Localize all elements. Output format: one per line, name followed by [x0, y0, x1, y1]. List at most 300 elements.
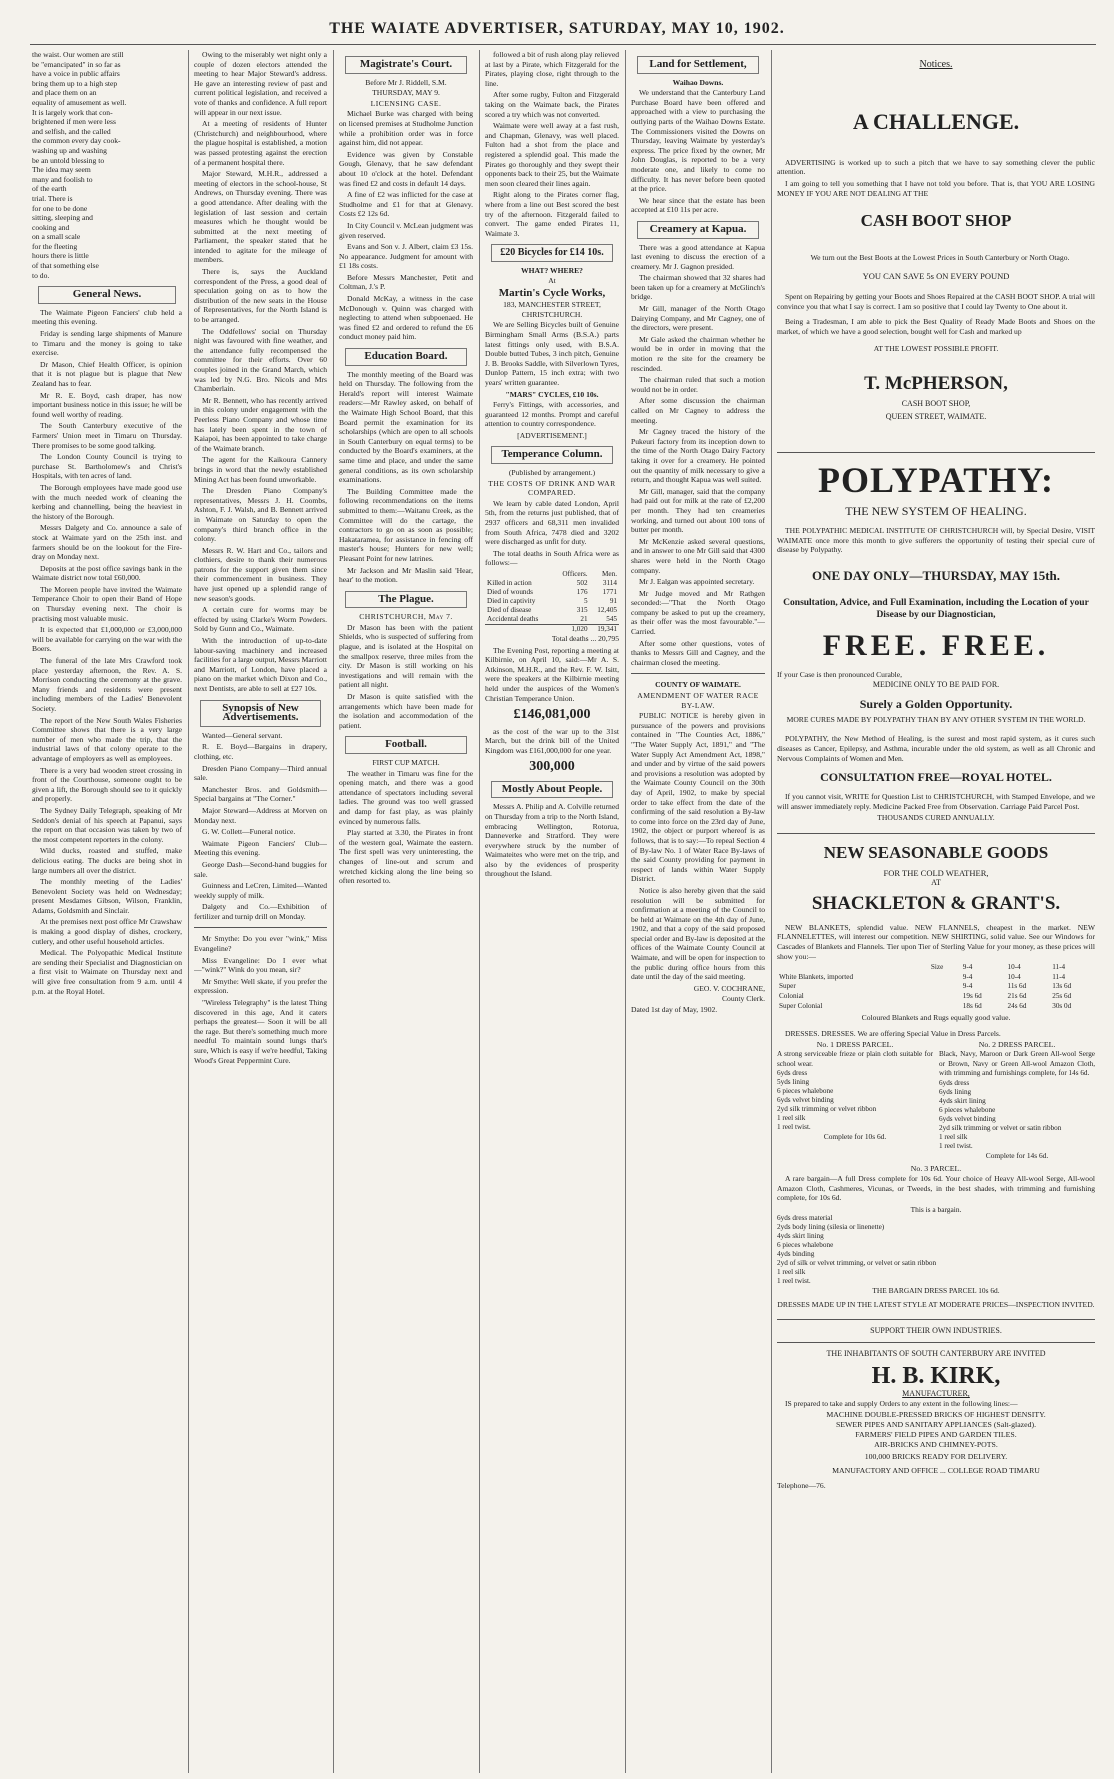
news-paragraph: It is expected that £1,000,000 or £3,000,000 will be available for carrying on the war with the Boers.	[32, 625, 182, 654]
people-paragraph: Messrs A. Philip and A. Colville returned on Thursday from a trip to the North Island, embracing Wellington, Rotorua, Danneverke and Stratford. They were everywhere struck by the number of Waimateites who were met on the trip, and also by the evidences of prosperity throughout the Island.	[485, 802, 619, 879]
text-line: hours there is little	[32, 251, 89, 261]
bicycles-shop: Martin's Cycle Works,	[498, 287, 606, 300]
table-row	[485, 597, 619, 606]
parcel-item: 6yds lining	[939, 1087, 972, 1096]
mostly-body	[485, 802, 619, 879]
table-cell: 176	[576, 588, 588, 596]
magistrate-court-heading: Magistrate's Court.	[345, 56, 467, 74]
bootmaker-text: Being a Tradesman, I am able to pick the Best Quality of Ready Made Boots and Shoes on the market, of which we have a good selection, bought well for Cash and marked up	[777, 317, 1095, 336]
price-cell: White Blankets, imported	[779, 972, 854, 981]
column-divider	[625, 50, 626, 1773]
parcel-item: 1 reel twist.	[777, 1123, 811, 1132]
parcel-1-heading: No. 1 DRESS PARCEL.	[816, 1040, 894, 1050]
parcel-item: 6 pieces whalebone	[939, 1105, 996, 1114]
parcel-item: 1 reel twist.	[939, 1141, 973, 1150]
football-paragraph: Right along to the Pirates corner flag, where from a line out Best scored the best try of the afternoon. Fitzgerald failed to convert. The game ended Pirates 11, Waimate 3.	[485, 190, 619, 238]
table-cell: 5	[583, 597, 588, 605]
news-paragraph: The funeral of the late Mrs Crawford took place yesterday afternoon, the Rev. A. S. Morrison conducting the ceremony at the grave. Many friends and residents were present including members of the Ladies' Benevolent Society.	[32, 656, 182, 713]
jokes-text	[194, 934, 327, 1065]
text-line: of that something else	[32, 261, 99, 271]
text-line: brightened if men were less	[32, 117, 116, 127]
price-row	[777, 992, 1095, 1002]
football-paragraph: Play started at 3.30, the Pirates in front of the western goal, Waimate the eastern. The first spell was very uninteresting, the changes of line-out and scrum and wretched kicking along the line being so often resorted to.	[339, 828, 473, 886]
parcel-item: 4yds skirt lining	[777, 1232, 824, 1241]
synopsis-item: Wanted—General servant.	[202, 730, 283, 740]
text-line: The idea may seem	[32, 165, 91, 175]
temperance-body-2	[485, 727, 619, 756]
mostly-about-people-heading: Mostly About People.	[491, 781, 613, 799]
parcel-1-items	[777, 1069, 933, 1132]
kirk-text: IS prepared to take and supply Orders to any extent in the following lines:—	[785, 1398, 1018, 1408]
parcel-item: 6yds velvet binding	[777, 1096, 834, 1105]
parcel-item: 4yds skirt lining	[939, 1096, 986, 1105]
table-cell: Died in captivity	[487, 597, 536, 605]
news-paragraph: Medical. The Polyopathic Medical Institute are sending their Specialist and Diagnostician on a first visit to Waimate on Thursday next and will give free consultation from 9 a.m. until 4 p.m. at the Royal Hotel.	[32, 948, 182, 996]
price-cell: 25s 6d	[1052, 991, 1072, 1000]
text-line: the common every day cook-	[32, 136, 121, 146]
deaths-table	[485, 570, 619, 634]
court-paragraph: Donald McKay, a witness in the case McDonough v. Quinn was charged with neglecting to attend when subpoenaed. He was fined £2 and ordered to refund the £6 conduct money paid him.	[339, 294, 473, 342]
court-paragraph: Evidence was given by Constable Gough, Glenavy, that he saw defendant about 10 o'clock at the hotel. Defendant was fined £2 and costs in default 14 days.	[339, 149, 473, 188]
synopsis-list	[194, 731, 327, 922]
proprietor-line-2: CASH BOOT SHOP,	[901, 398, 971, 408]
creamery-paragraph: Mr Gale asked the chairman whether he would be in order in moving that the motion re the site for the creamery be rescinded.	[631, 334, 765, 373]
table-header-cell: Men.	[602, 570, 617, 578]
column-divider	[333, 50, 334, 1773]
table-cell: Killed in action	[487, 579, 532, 587]
text-line: many and foolish to	[32, 174, 93, 184]
text-line: for the fleeting	[32, 241, 78, 251]
bicycles-body: We are Selling Bicycles built of Genuine Birmingham Small Arms (B.S.A.) parts latest fittings only used, with B.S.A. Double butted Tubes, 3 inch pitch, Genuine J. B. Brooks Saddle, with Silverlown Tyres, Dunlop Pattern, 15 inch extra; with two years' written guarantee.	[485, 320, 619, 387]
table-cell: Died of disease	[487, 606, 532, 614]
table-cell: 3114	[602, 579, 617, 587]
parcel-grid	[777, 1040, 1095, 1160]
consultation-text: Consultation, Advice, and Full Examination, including the Location of your Disease by our Diagnostician,	[783, 598, 1089, 621]
news-paragraph: Major Steward, M.H.R., addressed a meeting of electors in the school-house, St Andrews, on Thursday evening. There was a good attendance. After dealing with the legislation of last session and certain measures which he thought would be submitted at the next meeting of Parliament, the speaker stated that he intended to agitate for the mileage of members.	[194, 169, 327, 265]
plague-paragraph: Dr Mason has been with the patient Shields, who is suspected of suffering from plague, and is isolated at the Hospital on the smallpox reserve, three miles from the city. Dr Mason is still working on his investigations and will remain with the patient all night.	[339, 622, 473, 690]
more-cures: MORE CURES MADE BY POLYPATHY THAN BY ANY OTHER SYSTEM IN THE WORLD.	[786, 714, 1086, 724]
parcel-item: 2yd of silk or velvet trimming, or velvet or satin ribbon	[777, 1259, 937, 1268]
text-line: to do.	[32, 270, 50, 280]
kirk-item: AIR-BRICKS AND CHIMNEY-POTS.	[874, 1440, 998, 1450]
county-paragraph: PUBLIC NOTICE is hereby given in pursuance of the powers and provisions contained in "The Counties Act, 1886," "The Water Supply Act, 1891," and "The Water Supply Act Amendment Act, 1898," and under and by virtue of the said powers and provisions a resolution was adopted by the Waimate County Council on the 30th day of April, 1902, to make by special order to take effect from the date of the confirming of the said resolution a By-law to come into force on the 23rd day of June, 1902, the object or purport whereof is as follows, that is to say:—To repeal Section 4 of By-law No. 1 of Water Race By-laws of the said County providing for payment in respect of lands within Water Supply District.	[631, 711, 765, 884]
divider-line	[631, 673, 765, 674]
education-paragraph: Mr Jackson and Mr Maslin said 'Hear, hear' to the motion.	[339, 565, 473, 585]
synopsis-heading: Synopsis of New Advertisements.	[200, 700, 321, 727]
news-paragraph: At a meeting of residents of Hunter (Christchurch) and neighbourhood, where the plague hospital is established, a motion was passed protesting against the erection of a permanent hospital there.	[194, 119, 327, 167]
ad-divider	[777, 1342, 1095, 1343]
education-paragraph: The Building Committee made the following recommendations on the items submitted to them:—Waitanu Creek, as the Committee will do the cartage, the contractors to go on as soon as possible; Hakataramea, for assistance in fencing off master's house; Hunters for new well; Pleasant Point for new latrines.	[339, 486, 473, 563]
football-sub: FIRST CUP MATCH.	[372, 758, 440, 767]
text-line: be "emancipated" in so far as	[32, 59, 121, 69]
table-cell: 1771	[602, 588, 617, 596]
creamery-paragraph: Mr Gill, manager, said that the company had paid out for milk at the rate of £2,200 per month. They had ten creameries working, and turned out about 100 tons of butter per month.	[631, 486, 765, 535]
football-paragraph: followed a bit of rush along play relieved at last by a Pirate, which Fitzgerald for the Pirates, playing close, right through to the line.	[485, 50, 619, 88]
synopsis-item: George Dash—Second-hand buggies for sale.	[194, 859, 327, 879]
price-row	[777, 973, 1095, 983]
table-header-cell: Officers.	[562, 570, 588, 578]
court-paragraph: A fine of £2 was inflicted for the case at Studholme and £1 for that at Glenavy. Costs £2 12s 6d.	[339, 190, 473, 219]
boot-text: We turn out the Best Boots at the Lowest Prices in South Canterbury or North Otago.	[810, 252, 1070, 262]
lowest-price: AT THE LOWEST POSSIBLE PROFIT.	[873, 344, 999, 354]
text-line: equality of amusement as well.	[32, 97, 127, 107]
football-paragraph: After some rugby, Fulton and Fitzgerald taking on the Waimate back, the Pirates scored a try which was not converted.	[485, 90, 619, 119]
intro-text	[32, 50, 182, 280]
parcel-3-sub: This is a bargain.	[910, 1204, 962, 1214]
table-cell: 21	[580, 615, 588, 623]
temperance-paragraph: The Evening Post, reporting a meeting at Kilbirnie, on April 10, said:—Mr A. S. Atkinson, M.H.R., and the Rev. F. W. Isitt, were the speakers at the Kilbirnie meeting held under the auspices of the Women's Christian Temperance Union.	[485, 645, 619, 703]
price-cell: 19s 6d	[962, 991, 982, 1000]
news-paragraph: Dr Mason, Chief Health Officer, is opinion that it is not plague but is plague that New Zealand has to fear.	[32, 359, 182, 388]
table-cell: 545	[606, 615, 617, 623]
parcel-item: 1 reel silk	[777, 1114, 806, 1123]
shackleton-grant: SHACKLETON & GRANT'S.	[811, 892, 1061, 914]
challenge-text-2: I am going to tell you something that I have not told you before. That is, that YOU ARE LOSING MONEY IF YOU ARE NOT DEALING AT THE	[777, 178, 1095, 198]
education-board-heading: Education Board.	[345, 348, 467, 366]
news-paragraph: With the introduction of up-to-date labour-saving machinery and increased facilities for a large output, Messrs Marriott and Marriott, of London, have placed a piano on the market which Dixon and Co., next Dentists, are able to sell at £27 10s.	[194, 636, 327, 693]
price-cell	[929, 982, 961, 992]
divider-line	[194, 927, 327, 928]
manufactory-line: MANUFACTORY AND OFFICE ... COLLEGE ROAD TIMARU	[832, 1465, 1040, 1475]
synopsis-item: Manchester Bros. and Goldsmith—Special bargains at "The Corner."	[194, 784, 327, 804]
table-cell: 91	[609, 597, 617, 605]
write-text: If you cannot visit, WRITE for Question List to CHRISTCHURCH, with Stamped Envelope, and we will answer immediately reply. Medicine Packed Free from Observation. Carriage Paid Parcel Post.	[777, 792, 1095, 811]
parcel-item: 6 pieces whalebone	[777, 1241, 834, 1250]
plague-body	[339, 623, 473, 731]
creamery-paragraph: Mr McKenzie asked several questions, and in answer to one Mr Gill said that 4300 shares were held in the North Otago company.	[631, 536, 765, 575]
kirk-ready: 100,000 BRICKS READY FOR DELIVERY.	[864, 1452, 1008, 1462]
text-line: cooking and	[32, 222, 70, 232]
synopsis-item: Waimate Pigeon Fanciers' Club—Meeting this evening.	[194, 838, 327, 858]
price-row	[777, 1002, 1095, 1012]
joke-paragraph: "Wireless Telegraphy" is the latest Thing discovered in this age, And it caters perhaps the greatest— Soon it will be all the rage. But there's something much more needful To maintain sound lungs that's sure, Which is easy if we're heedful, Taking Wood's Great Peppermint Cure.	[194, 998, 327, 1065]
parcel-1	[777, 1040, 933, 1160]
news-paragraph: Mr R. E. Boyd, cash draper, has now important business notice in this issue; he will be found well worthy of reading.	[32, 390, 182, 419]
county-body	[631, 711, 765, 982]
creamery-paragraph: There was a good attendance at Kapua last evening to discuss the erection of a creamery. Mr J. Gagnon presided.	[631, 242, 765, 271]
seasonable-goods: NEW SEASONABLE GOODS	[823, 843, 1049, 863]
court-paragraph: Evans and Son v. J. Albert, claim £3 15s. No appearance. Judgment for amount with £1 18s costs.	[339, 242, 473, 271]
text-line: on a small scale	[32, 232, 81, 242]
column-divider	[188, 50, 189, 1773]
land-body	[631, 88, 765, 215]
text-line: It is largely work that con-	[32, 107, 113, 117]
county-dated: Dated 1st day of May, 1902.	[631, 1005, 718, 1015]
news-paragraph: The Sydney Daily Telegraph, speaking of Mr Seddon's denial of his speech at Papanui, says the report on that occasion was taken by two of the most competent reporters in the colony.	[32, 805, 182, 844]
table-total-cell	[485, 625, 553, 635]
repair-text: Spent on Repairing by getting your Boots and Shoes Repaired at the CASH BOOT SHOP. A trial will convince you that what I say is correct. I am so positive that I could lay Twenty to One about it.	[777, 292, 1095, 311]
football-continued	[485, 50, 619, 238]
synopsis-item: R. E. Boyd—Bargains in drapery, clothing, etc.	[194, 742, 327, 761]
parcel-item: 6yds dress	[939, 1078, 970, 1087]
parcel-3-intro: A rare bargain—A full Dress complete for 10s 6d. Your choice of Heavy All-wool Serge, All-wool Amazon Cloth, Cashmeres, Vicunas, or Tweeds, in the best shades, with trimming and furnishing complete, for 10s 6d.	[777, 1173, 1095, 1203]
price-row	[777, 982, 1095, 992]
price-cell: 30s 0d	[1052, 1001, 1072, 1010]
news-paragraph: A certain cure for worms may be effected by using Clarke's Worm Powders. Sold by Gunn and Co., Waimate.	[194, 605, 327, 634]
text-line: trial. There is	[32, 193, 73, 203]
parcel-item: 2yd silk trimming or velvet ribbon	[777, 1105, 877, 1114]
price-header-cell	[777, 963, 929, 973]
text-line: bring them up to a high step	[32, 78, 118, 88]
news-paragraph: The Borough employees have made good use with the much needed work of cleaning the kerbing and channelling, being the heaviest in the history of the Borough.	[32, 482, 182, 521]
news-paragraph: The Dresden Piano Company's representatives, Messrs J. H. Coombs, Ashton, F. J. Walsh, and B. Bennett arrived in Waimate on Saturday to open the company's third branch office in the colony.	[194, 486, 327, 544]
column-4	[485, 50, 619, 1773]
parcel-item: 2yds body lining (silesia or linenette)	[777, 1223, 885, 1232]
text-line: the waist. Our women are still	[32, 50, 124, 59]
text-line: have a voice in public affairs	[32, 69, 120, 79]
parcel-3-heading: No. 3 PARCEL.	[910, 1164, 962, 1174]
mars-cycles: "MARS" CYCLES, £10 10s.	[505, 389, 599, 399]
news-paragraph: Owing to the miserably wet night only a couple of dozen electors attended the meeting to hear Major Steward's address. He gave an interesting review of past and current political legislation, and received a vote of thanks and confidence. A full report will appear in our next issue.	[194, 50, 327, 117]
golden-opportunity: Surely a Golden Opportunity.	[859, 696, 1013, 711]
land-paragraph: We hear since that the estate has been accepted at £10 11s per acre.	[631, 195, 765, 215]
medicine-line: MEDICINE ONLY TO BE PAID FOR.	[872, 679, 1000, 689]
land-paragraph: We understand that the Canterbury Land Purchase Board have been offered and approached with a view to purchasing the outlying parts of the Waihao Downs Estate. The Commissioners visited the Downs on Thursday, leaving Waimate by yesterday's express. The price fixed by the owner, Mr John Douglas, is reported to be a very moderate one, and likely to come no difficulty. It has never before been quoted at the price.	[631, 88, 765, 194]
polypathy-text: THE POLYPATHIC MEDICAL INSTITUTE OF CHRISTCHURCH will, by Special Desire, VISIT WAIMATE once more this month to give sufferers the opportunity of testing their special cure of disease by Polypathy.	[777, 526, 1095, 555]
price-cell: 11-4	[1052, 972, 1066, 981]
parcel-item: 5yds lining	[777, 1078, 810, 1087]
parcel-item: 1 reel twist.	[777, 1277, 811, 1286]
price-cell: Super Colonial	[779, 1001, 823, 1010]
column-1	[32, 50, 182, 1773]
parcel-item: 2yd silk trimming or velvet or satin ribbon	[939, 1123, 1062, 1132]
text-line: for one to be done	[32, 203, 88, 213]
table-row	[485, 579, 619, 588]
price-cell: 11s 6d	[1007, 982, 1027, 991]
creamery-paragraph: Mr Cagney traced the history of the Pukeuri factory from its inception down to the time of the North Otago Dairy Factory taking it over for a creamery. He pointed out the quantity of milk necessary to give a return, and thought Kapua was well suited.	[631, 427, 765, 485]
news-paragraph: The Moreen people have invited the Waimate Temperance Choir to open their Band of Hope on Thursday evening next. The choir is practising most valuable music.	[32, 584, 182, 623]
bicycles-sub: WHAT? WHERE?	[521, 265, 583, 275]
blankets-text: NEW BLANKETS, splendid value. NEW FLANNELS, cheapest in the market. NEW FLANNELETTES, will interest our competition. NEW SHIRTING, solid value. See our Windows for Cascades of Blankets and Flannels. Tier upon Tier of Sterling Value for your money, as these prices will show you:—	[777, 922, 1095, 961]
parcel-item: 6yds velvet binding	[939, 1114, 996, 1123]
notices-heading: Notices.	[919, 59, 953, 70]
price-note: Coloured Blankets and Rugs equally good value.	[861, 1013, 1011, 1023]
table-header	[485, 570, 619, 579]
parcel-2-price: Complete for 14s 6d.	[985, 1150, 1049, 1160]
temperance-intro: We learn by cable dated London, April 5th, from the returns just published, that of 2937 officers and 68,311 men invalided from South Africa, 7478 died and 3202 were discharged as unfit for duty.	[485, 498, 619, 547]
county-heading: COUNTY OF WAIMATE.	[655, 680, 741, 690]
table-cell: 502	[576, 579, 588, 587]
news-paragraph: The agent for the Kaikoura Cannery brings in word that the newly established Mining Act has been found unworkable.	[194, 455, 327, 484]
county-paragraph: Notice is also hereby given that the said resolution will be submitted for confirmation at a meeting of the Council to be held at Waimate on the 4th day of June, 1902, and that a copy of the said proposed special order and By-law is deposited at the offices of the Waimate County Council at Waimate, and will be open for inspection to the public during office hours from this date until the day of the said meeting.	[631, 885, 765, 982]
price-cell	[929, 973, 961, 983]
synopsis-item: Dalgety and Co.—Exhibition of fertilizer and turnip drill on Monday.	[194, 902, 327, 921]
price-cell: 13s 6d	[1052, 982, 1072, 991]
creamery-heading: Creamery at Kapua.	[637, 221, 759, 239]
parcel-2-intro: Black, Navy, Maroon or Dark Green All-wool Serge or Brown, Navy or Green All-wool Amazon Cloth, with trimming and furnishings complete, for 14s 6d.	[939, 1049, 1095, 1078]
creamery-paragraph: Mr Judge moved and Mr Rathgen seconded:—"That the North Otago company be asked to put up the creamery, as their offer was the most favourable."—Carried.	[631, 588, 765, 637]
news-paragraph: Mr R. Bennett, who has recently arrived in this colony under engagement with the Peerless Piano Company and whose time has lately been spent in the town of Kaiapoi, has been appointed to take charge of the Waimate branch.	[194, 395, 327, 453]
football-heading: Football.	[345, 736, 467, 754]
education-body	[339, 370, 473, 585]
text-line: of the earth	[32, 184, 67, 194]
court-sub: Before Mr J. Riddell, S.M.	[365, 77, 447, 87]
court-date: THURSDAY, MAY 9.	[372, 88, 440, 98]
synopsis-item: G. W. Collett—Funeral notice.	[202, 827, 296, 837]
football-body	[339, 769, 473, 886]
creamery-paragraph: Mr Gill, manager of the North Otago Dairying Company, and Mr Cagney, one of the directors, were present.	[631, 304, 765, 333]
death-figure: 300,000	[529, 759, 575, 775]
curable-line: If your Case is then pronounced Curable,	[777, 670, 903, 680]
price-cell: 9-4	[962, 972, 973, 981]
bicycles-tail: Ferry's Fittings, with accessories, and guaranteed 12 months. Prompt and careful attention to country correspondence.	[485, 400, 619, 429]
challenge-heading: A CHALLENGE.	[852, 108, 1020, 134]
parcel-item: 1 reel silk	[939, 1132, 968, 1141]
text-line: be an untold blessing to	[32, 155, 105, 165]
war-cost-figure: £146,081,000	[513, 707, 591, 723]
price-cell	[929, 1002, 961, 1012]
price-cell: 10-4	[1007, 972, 1021, 981]
table-header-cell	[485, 570, 553, 579]
table-cell: 12,405	[597, 606, 617, 614]
save-line: YOU CAN SAVE 5s ON EVERY POUND	[862, 271, 1010, 282]
kirk-items	[777, 1410, 1095, 1450]
inhabitants-line: THE INHABITANTS OF SOUTH CANTERBURY ARE INVITED	[826, 1349, 1046, 1359]
blanket-price-table	[777, 963, 1095, 1011]
general-news-heading: General News.	[38, 286, 176, 304]
football-paragraph: Waimate were well away at a fast rush, and Chapman, Glenavy, was well placed. Fulton had a shot from the place and registered a splendid goal. This made the Pirates go thoroughly and they swept their opponents back to their 25, but the Waimate men soon cleared their lines again.	[485, 121, 619, 188]
text-line: washing up and washing	[32, 145, 107, 155]
price-header-row	[777, 963, 1095, 973]
joke-paragraph: Mr Smythe: Well skate, if you prefer the expression.	[194, 976, 327, 996]
creamery-paragraph: The chairman ruled that such a motion would not be in order.	[631, 375, 765, 394]
made-up-line: DRESSES MADE UP IN THE LATEST STYLE AT MODERATE PRICES—INSPECTION INVITED.	[777, 1299, 1095, 1309]
parcel-1-intro: A strong serviceable frieze or plain cloth suitable for school wear.	[777, 1049, 933, 1068]
news-paragraph: Messrs Dalgety and Co. announce a sale of stock at Waimate yard on the 25th inst. and farmers should be on the lookout for the Fire-dray on Monday next.	[32, 523, 182, 562]
cash-boot-shop: CASH BOOT SHOP	[860, 211, 1012, 231]
parcel-2	[939, 1040, 1095, 1160]
kirk-item: FARMERS' FIELD PIPES AND GARDEN TILES.	[855, 1430, 1017, 1440]
text-line: sitting, sleeping and	[32, 213, 93, 223]
news-paragraph: There is a very bad wooden street crossing in front of the Courthouse, someone ought to be given a lift, the Borough should see to it quickly and properly.	[32, 765, 182, 804]
creamery-paragraph: Mr J. Ealgan was appointed secretary.	[639, 577, 755, 587]
parcel-2-heading: No. 2 DRESS PARCEL.	[978, 1040, 1056, 1050]
total-deaths: Total deaths ... 20,795	[551, 634, 619, 643]
parcel-1-price: Complete for 10s 6d.	[823, 1132, 887, 1142]
one-day-only: ONE DAY ONLY—THURSDAY, MAY 15th.	[811, 568, 1061, 584]
temperance-paragraph: as the cost of the war up to the 31st March, but the drink bill of the United Kingdom was £161,000,000 for one year.	[485, 726, 619, 755]
table-row	[485, 606, 619, 615]
kirk-name: H. B. KIRK,	[871, 1362, 1001, 1389]
land-sub: Waihao Downs.	[672, 77, 724, 87]
polypathy-sub: THE NEW SYSTEM OF HEALING.	[845, 503, 1027, 518]
bicycles-at: At	[548, 276, 556, 286]
joke-paragraph: Mr Smythe: Do you ever "wink," Miss Evangeline?	[194, 934, 327, 954]
news-paragraph: Friday is sending large shipments of Manure to Timaru and the money is going to take exercise.	[32, 329, 182, 358]
table-total-cell: 19,341	[590, 625, 619, 635]
price-header-cell: 10-4	[1007, 963, 1021, 972]
price-cell: 24s 6d	[1007, 1001, 1027, 1010]
parcel-item: 6yds dress material	[777, 1214, 833, 1223]
column-divider	[771, 50, 772, 1773]
ad-divider	[777, 1319, 1095, 1320]
parcel-item: 6 pieces whalebone	[777, 1087, 834, 1096]
cold-weather: FOR THE COLD WEATHER,	[883, 867, 989, 878]
column-2	[194, 50, 327, 1773]
news-paragraph: The South Canterbury executive of the Farmers' Union meet in Timaru on Thursday. There promises to be some good talking.	[32, 421, 182, 450]
plague-dateline: CHRISTCHURCH, May 7.	[359, 612, 453, 622]
table-row	[485, 615, 619, 625]
kirk-item: MACHINE DOUBLE-PRESSED BRICKS OF HIGHEST DENSITY.	[826, 1410, 1046, 1420]
table-row	[485, 588, 619, 597]
thousands-cured: THOUSANDS CURED ANNUALLY.	[877, 813, 995, 823]
county-sub: AMENDMENT OF WATER RACE BY-LAW.	[637, 691, 759, 710]
news-paragraph: There is, says the Auckland correspondent of the Press, a good deal of speculation going on as to how the distribution of the new seats in the House of Representatives, for the North Island is to be arranged.	[194, 267, 327, 325]
news-paragraph: Wild ducks, roasted and stuffed, make delicious eating. The ducks are being shot in large numbers all over the district.	[32, 846, 182, 875]
telephone-line: Telephone—76.	[777, 1481, 826, 1491]
parcel-item: 6yds dress	[777, 1069, 808, 1078]
dresses-text: DRESSES. DRESSES. We are offering Special Value in Dress Parcels.	[785, 1028, 1001, 1038]
ad-divider	[777, 833, 1095, 834]
price-cell: 18s 6d	[962, 1001, 982, 1010]
proprietor-name: T. McPHERSON,	[864, 373, 1008, 394]
general-news-body	[32, 308, 182, 996]
news-body	[194, 50, 327, 694]
text-line: and place them on an	[32, 88, 97, 98]
court-paragraph: Before Messrs Manchester, Petit and Coltman, J.'s P.	[339, 272, 473, 292]
consultation-free: CONSULTATION FREE—ROYAL HOTEL.	[820, 770, 1052, 785]
parcel-3-items	[777, 1214, 1095, 1286]
polypathy-text-2: POLYPATHY, the New Method of Healing, is the surest and most rapid system, as it cures such diseases as Cancer, Epilepsy, and Asthma, incurable under the old system, as well as all Chronic and Nervous Complaints of Women and Men.	[777, 734, 1095, 763]
court-body	[339, 109, 473, 342]
column-3	[339, 50, 473, 1773]
court-paragraph: In City Council v. McLean judgment was given reserved.	[339, 220, 473, 240]
price-header-cell: 9-4	[962, 963, 973, 972]
plague-paragraph: Dr Mason is quite satisfied with the arrangements which have been made for the isolation and accommodation of the patient.	[339, 692, 473, 730]
column-divider	[479, 50, 480, 1773]
proprietor-line-3: QUEEN STREET, WAIMATE.	[885, 412, 987, 422]
advertisement-tag: [ADVERTISEMENT.]	[517, 430, 587, 440]
court-paragraph: Michael Burke was charged with being on licensed premises at Studholme Junction while a prohibition order was in force against him, did not appear.	[339, 109, 473, 148]
price-cell	[929, 992, 961, 1002]
at-line: AT	[931, 878, 941, 888]
temperance-sub: THE COSTS OF DRINK AND WAR COMPARED.	[488, 478, 616, 498]
news-paragraph: The Waimate Pigeon Fanciers' club held a meeting this evening.	[32, 307, 182, 327]
parcel-2-items	[939, 1079, 1095, 1151]
text-line: and selfish, and the called	[32, 126, 111, 136]
news-paragraph: The London County Council is trying to purchase St. Bartholomew's and Christ's Hospitals, with ten acres of land.	[32, 452, 182, 481]
county-sign: GEO. V. COCHRANE,	[693, 983, 765, 993]
synopsis-item: Guinness and LeCren, Limited—Wanted weekly supply of milk.	[194, 881, 327, 900]
manufacturer: MANUFACTURER,	[902, 1389, 970, 1399]
temperance-pub: (Published by arrangement.)	[508, 468, 596, 478]
temperance-heading: Temperance Column.	[491, 446, 613, 464]
price-header-cell: Size	[930, 963, 944, 972]
news-paragraph: Deposits at the post office savings bank in the Waimate district now total £60,000.	[32, 563, 182, 583]
challenge-text: ADVERTISING is worked up to such a pitch that we have to say something clever the public attention.	[777, 157, 1095, 177]
table-cell: 315	[576, 606, 588, 614]
polypathy-title: POLYPATHY:	[817, 460, 1055, 501]
table-cell: Accidental deaths	[487, 615, 539, 623]
parcel-item: 4yds binding	[777, 1250, 815, 1259]
free-free: FREE. FREE.	[822, 629, 1050, 663]
parcel-3-price: THE BARGAIN DRESS PARCEL 10s 6d.	[872, 1286, 1000, 1296]
joke-paragraph: Miss Evangeline: Do I ever what—"wink?" Wink do you mean, sir?	[194, 955, 327, 975]
plague-heading: The Plague.	[345, 591, 467, 609]
education-paragraph: The monthly meeting of the Board was held on Thursday. The following from the Herald's report will interest Waimate readers:—Mr Rawley asked, on behalf of the Waimate High School Board, that this Board permit the examination for its scholarships (which are open to all schools in South Canterbury on equal terms) to be conducted by the Board's examiners, at the same time and place, and under the same general conditions, as its own scholarship examinations.	[339, 369, 473, 485]
temperance-table-intro: The total deaths in South Africa were as follows:—	[485, 548, 619, 568]
price-cell: Colonial	[779, 991, 804, 1000]
column-5	[631, 50, 765, 1773]
price-cell: 9-4	[962, 982, 973, 991]
news-paragraph: The report of the New South Wales Fisheries Committee shows that there is a very large number of men who made the trip, that the industrial laws of that colony operate to the advantage of employers as well as employees.	[32, 715, 182, 763]
court-section: LICENSING CASE.	[370, 98, 442, 108]
parcel-item: 1 reel silk	[777, 1268, 806, 1277]
creamery-body	[631, 243, 765, 668]
masthead: THE WAIATE ADVERTISER, SATURDAY, MAY 10, 1902.	[329, 20, 785, 37]
news-paragraph: At the premises next post office Mr Crawshaw is making a good display of dishes, crockery, cutlery, and other useful household articles.	[32, 917, 182, 946]
synopsis-item: Dresden Piano Company—Third annual sale.	[194, 763, 327, 783]
